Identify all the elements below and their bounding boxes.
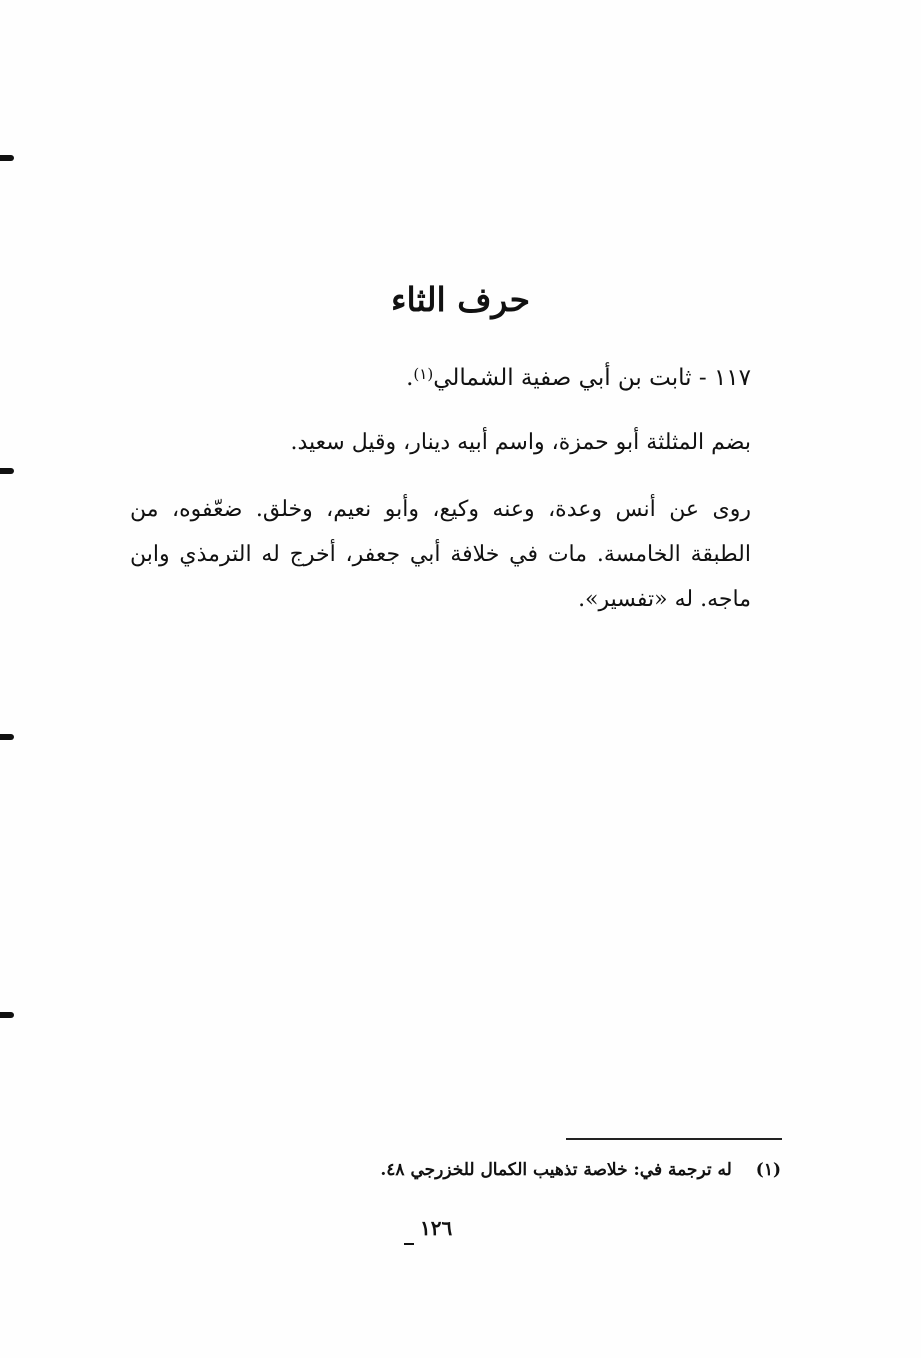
footnote (380, 1153, 781, 1187)
footnote-text: له ترجمة في: خلاصة تذهيب الكمال للخزرجي ٤٨. (380, 1160, 732, 1180)
scan-edge-mark (0, 468, 14, 474)
page-number-dash (404, 1243, 414, 1245)
page-number (404, 1212, 452, 1245)
scan-edge-mark (0, 734, 14, 740)
footnote-marker: (١) (755, 1160, 781, 1180)
scan-edge-mark (0, 1012, 14, 1018)
paragraph-narration: روى عن أنس وعدة، وعنه وكيع، وأبو نعيم، وخلق. ضعّفوه، من الطبقة الخامسة. مات في خلافة أبي جعفر، أخرج له الترمذي وابن ماجه. له «تفسير». (130, 497, 751, 612)
footnote-separator (566, 1138, 782, 1140)
entry-title (406, 356, 751, 396)
scan-edge-mark (0, 155, 14, 161)
page-number-value: ١٢٦ (420, 1216, 453, 1240)
entry-title-text: ١١٧ - ثابت بن أبي صفية الشمالي (433, 365, 751, 391)
chapter-heading: حرف الثاء (390, 280, 531, 319)
entry-title-end: . (406, 365, 414, 391)
footnote-reference: (١) (413, 365, 434, 383)
paragraph-name-details: بضم المثلثة أبو حمزة، واسم أبيه دينار، وقيل سعيد. (290, 430, 751, 455)
